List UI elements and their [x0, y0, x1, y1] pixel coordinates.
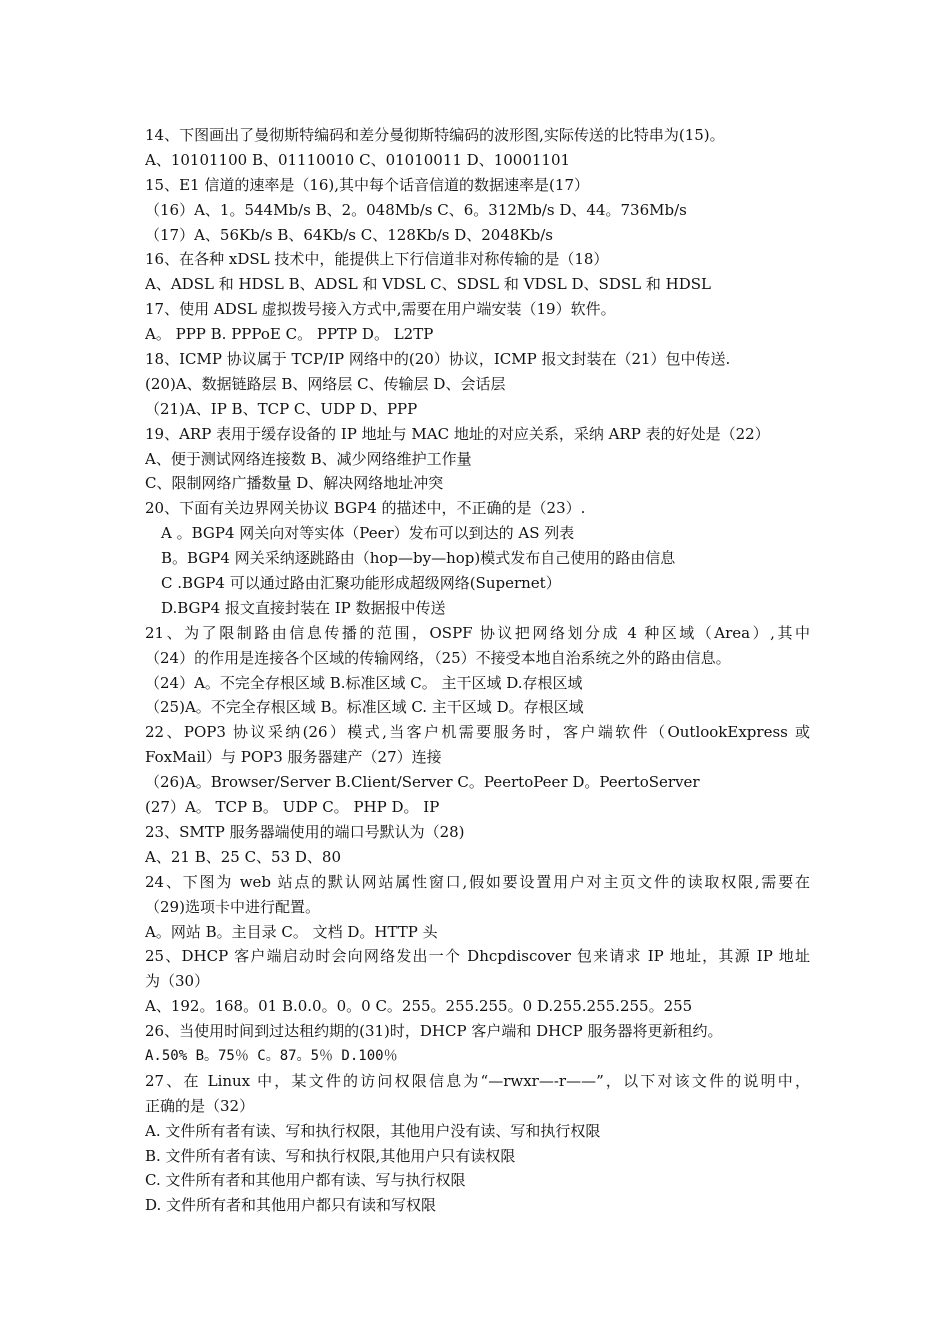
q25-options: （25)A。不完全存根区域 B。标准区域 C. 主干区域 D。存根区域 [145, 698, 584, 717]
q23-option-a: A 。BGP4 网关向对等实体（Peer）发布可以到达的 AS 列表 [161, 524, 575, 543]
q21-stem-line1: 21、为了限制路由信息传播的范围，OSPF 协议把网络划分成 4 种区域（Area）,其中 [145, 623, 810, 642]
q16-options: （16）A、1。544Mb/s B、2。048Mb/s C、6。312Mb/s D、44。736Mb/s [145, 200, 687, 219]
q24-stem-line1: 24、下图为 web 站点的默认网站属性窗口,假如要设置用户对主页文件的读取权限,需要在 [145, 872, 810, 891]
q27-options: (27）A。 TCP B。 UDP C。 PHP D。 IP [145, 798, 440, 817]
q15-stem: 15、E1 信道的速率是（16),其中每个话音信道的数据速率是(17） [145, 175, 589, 194]
q32-option-d: D. 文件所有者和其他用户都只有读和写权限 [145, 1196, 437, 1215]
q23-stem: 23、SMTP 服务器端使用的端口号默认为（28) [145, 822, 465, 841]
q23-option-b: B。BGP4 网关采纳逐跳路由（hop—by—hop)模式发布自己使用的路由信息 [161, 549, 676, 568]
q24-options: （24）A。不完全存根区域 B.标准区域 C。 主干区域 D.存根区域 [145, 673, 583, 692]
q27-stem-line2: 正确的是（32） [145, 1096, 255, 1115]
q20-options: (20)A、数据链路层 B、网络层 C、传输层 D、会话层 [145, 374, 506, 393]
q22-options-cd: C、限制网络广播数量 D、解决网络地址冲突 [145, 474, 444, 493]
q22-stem-line1: 22、POP3 协议采纳(26）模式,当客户机需要服务时，客户端软件（OutlookExpress 或 [145, 723, 810, 742]
q22-options-ab: A、便于测试网络连接数 B、减少网络维护工作量 [145, 449, 472, 468]
q24-stem-line2: （29)选项卡中进行配置。 [145, 897, 320, 916]
q32-option-c: C. 文件所有者和其他用户都有读、写与执行权限 [145, 1171, 466, 1190]
q26-options: （26)A。Browser/Server B.Client/Server C。PeertoPeer D。PeertoServer [145, 773, 700, 792]
q26-stem: 26、当使用时间到过达租约期的(31)时，DHCP 客户端和 DHCP 服务器将更新租约。 [145, 1022, 723, 1041]
q32-option-a: A. 文件所有者有读、写和执行权限，其他用户没有读、写和执行权限 [145, 1121, 601, 1140]
q19-options: A。 PPP B. PPPoE C。 PPTP D。 L2TP [145, 325, 434, 344]
q27-stem-line1: 27、在 Linux 中，某文件的访问权限信息为“—rwxr—-r——”，以下对该文件的说明中， [145, 1071, 810, 1090]
q21-options: （21)A、IP B、TCP C、UDP D、PPP [145, 399, 418, 418]
q31-options: A.50% B。75％ C。87。5％ D.100％ [145, 1047, 398, 1064]
q18-options: A、ADSL 和 HDSL B、ADSL 和 VDSL C、SDSL 和 VDSL D、SDSL 和 HDSL [145, 275, 711, 294]
q17-options: （17）A、56Kb/s B、64Kb/s C、128Kb/s D、2048Kb/s [145, 225, 553, 244]
q25-stem-line2: 为（30） [145, 972, 210, 991]
q30-options: A、192。168。01 B.0.0。0。0 C。255。255.255。0 D.255.255.255。255 [145, 997, 693, 1016]
q23-option-d: D.BGP4 报文直接封装在 IP 数据报中传送 [161, 598, 446, 617]
q29-options: A。网站 B。主目录 C。 文档 D。HTTP 头 [145, 922, 438, 941]
q17-19-stem: 17、使用 ADSL 虚拟拨号接入方式中,需要在用户端安装（19）软件。 [145, 300, 616, 319]
q32-option-b: B. 文件所有者有读、写和执行权限,其他用户只有读权限 [145, 1146, 516, 1165]
q14-options: A、10101100 B、01110010 C、01010011 D、10001101 [145, 150, 571, 169]
q16-18-stem: 16、在各种 xDSL 技术中，能提供上下行信道非对称传输的是（18） [145, 250, 609, 269]
q19-stem: 19、ARP 表用于缓存设备的 IP 地址与 MAC 地址的对应关系，采纳 ARP 表的好处是（22） [145, 424, 770, 443]
q21-stem-line2: （24）的作用是连接各个区域的传输网络，（25）不接受本地自治系统之外的路由信息。 [145, 648, 731, 667]
q25-stem-line1: 25、DHCP 客户端启动时会向网络发出一个 Dhcpdiscover 包来请求 IP 地址，其源 IP 地址 [145, 947, 810, 966]
q14-stem: 14、下图画出了曼彻斯特编码和差分曼彻斯特编码的波形图,实际传送的比特串为(15)。 [145, 126, 725, 144]
q22-stem-line2: FoxMail）与 POP3 服务器建产（27）连接 [145, 748, 442, 767]
q20-stem: 20、下面有关边界网关协议 BGP4 的描述中，不正确的是（23）. [145, 499, 586, 518]
q18-stem: 18、ICMP 协议属于 TCP/IP 网络中的(20）协议，ICMP 报文封装在（21）包中传送. [145, 350, 731, 369]
question-text-block [145, 123, 810, 1218]
q28-options: A、21 B、25 C、53 D、80 [145, 847, 342, 866]
q23-option-c: C .BGP4 可以通过路由汇聚功能形成超级网络(Supernet） [161, 574, 561, 593]
